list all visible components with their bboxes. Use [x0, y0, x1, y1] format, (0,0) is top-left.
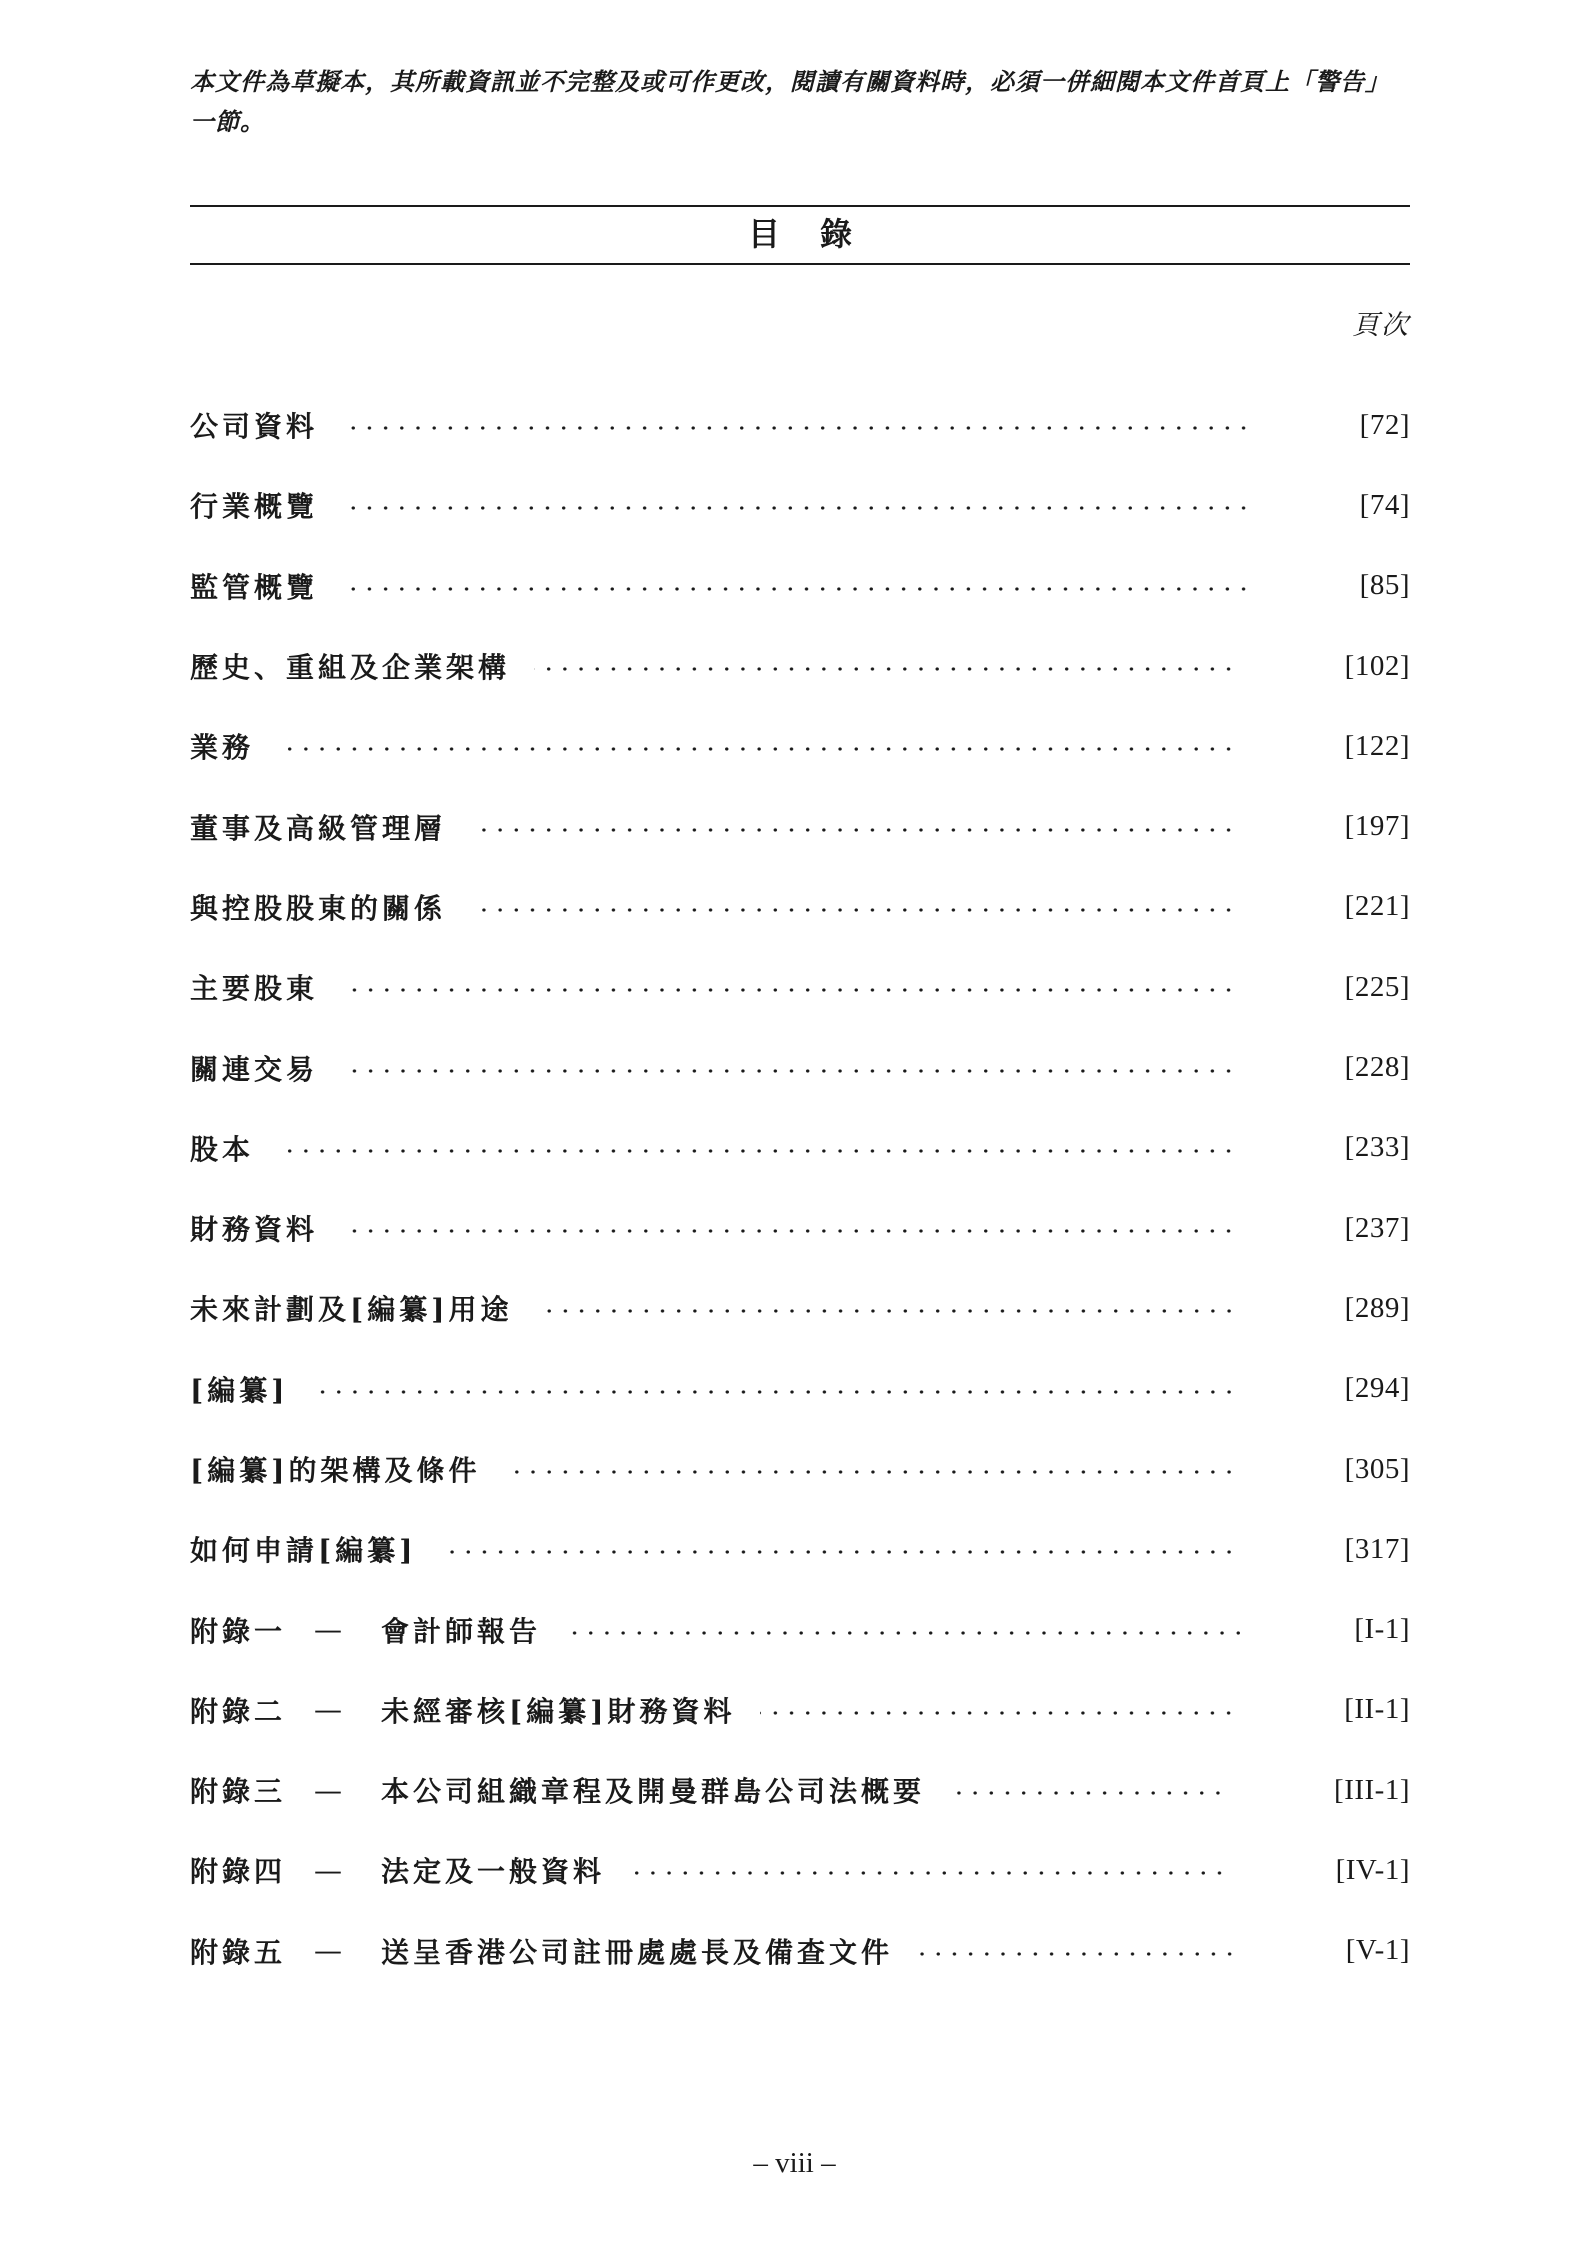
toc-entry-title: 公司資料: [190, 410, 319, 444]
toc-entry-title: 董事及高級管理層: [190, 811, 447, 845]
appendix-label: 附錄二: [190, 1694, 287, 1728]
dot-leader: [342, 506, 1252, 510]
dot-leader: [313, 1390, 1237, 1394]
toc-entry-connected-transactions[interactable]: [190, 1027, 1410, 1107]
toc-entry-page: [II-1]: [1344, 1693, 1410, 1726]
dot-leader: [917, 1952, 1238, 1956]
appendix-title: 法定及一般資料: [381, 1855, 606, 1889]
toc-entry-title: 行業概覽: [190, 490, 319, 524]
toc-entry-page: [74]: [1359, 488, 1410, 521]
toc-entry-company-information[interactable]: [190, 385, 1410, 465]
toc-entry-share-capital[interactable]: [190, 1108, 1410, 1188]
dot-leader: [629, 1871, 1228, 1875]
dot-leader: [537, 1309, 1237, 1313]
appendix-dash: —: [314, 1934, 346, 1968]
toc-entry-page: [72]: [1359, 408, 1410, 441]
draft-disclaimer: 本文件為草擬本，其所載資訊並不完整及或可作更改，閱讀有關資料時，必須一併細閱本文件首頁上「警告」一節。: [190, 67, 1390, 136]
toc-entry-page: [IV-1]: [1335, 1853, 1410, 1886]
dot-leader: [342, 988, 1237, 992]
dot-leader: [441, 1550, 1237, 1554]
toc-entry-title: 歷史、重組及企業架構: [190, 651, 511, 685]
appendix-title: 送呈香港公司註冊處處長及備查文件: [381, 1935, 894, 1969]
toc-entry-page: [102]: [1344, 649, 1410, 682]
page-title: 目錄: [747, 215, 892, 253]
dot-leader: [470, 908, 1237, 912]
toc-entry-page: [III-1]: [1334, 1773, 1410, 1806]
toc-entry-page: [305]: [1344, 1452, 1410, 1485]
toc-entry-title: [編纂]的架構及條件: [190, 1454, 481, 1487]
dot-leader: [534, 667, 1237, 671]
toc-entry-controlling-shareholders[interactable]: [190, 867, 1410, 947]
toc-entry-title: 如何申請[編纂]: [190, 1534, 417, 1568]
table-of-contents: [190, 385, 1410, 1991]
toc-entry-future-plans[interactable]: [190, 1268, 1410, 1348]
toc-appendix-3[interactable]: [190, 1750, 1410, 1830]
toc-entry-title: 與控股股東的關係: [190, 891, 447, 925]
toc-entry-page: [237]: [1344, 1211, 1410, 1244]
dot-leader: [278, 747, 1237, 751]
toc-entry-financial-information[interactable]: [190, 1188, 1410, 1268]
dot-leader: [342, 426, 1252, 430]
toc-appendix-2[interactable]: [190, 1670, 1410, 1750]
toc-entry-page: [294]: [1344, 1372, 1410, 1405]
dot-leader: [342, 1069, 1237, 1073]
toc-entry-business[interactable]: [190, 706, 1410, 786]
dot-leader: [342, 1229, 1237, 1233]
appendix-title-group: [190, 1850, 605, 1890]
toc-entry-page: [I-1]: [1354, 1613, 1410, 1646]
toc-entry-page: [228]: [1344, 1051, 1410, 1084]
appendix-title: 會計師報告: [381, 1614, 542, 1648]
toc-entry-page: [225]: [1344, 970, 1410, 1003]
appendix-dash: —: [314, 1613, 346, 1647]
appendix-dash: —: [314, 1773, 346, 1807]
appendix-label: 附錄四: [190, 1855, 287, 1889]
toc-entry-regulatory-overview[interactable]: [190, 546, 1410, 626]
toc-entry-title: 主要股東: [190, 972, 319, 1006]
appendix-dash: —: [314, 1853, 346, 1887]
appendix-label: 附錄五: [190, 1935, 287, 1969]
appendix-title: 未經審核[編纂]財務資料: [381, 1694, 736, 1728]
toc-entry-structure-conditions[interactable]: [190, 1429, 1410, 1509]
appendix-title-group: [190, 1931, 893, 1971]
toc-entry-history-reorganization[interactable]: [190, 626, 1410, 706]
dot-leader: [470, 828, 1237, 832]
appendix-title-group: [190, 1770, 925, 1810]
toc-entry-directors[interactable]: [190, 786, 1410, 866]
toc-entry-title: 監管概覽: [190, 570, 319, 604]
appendix-title-group: [190, 1610, 541, 1650]
toc-entry-page: [V-1]: [1345, 1934, 1410, 1967]
page-column-label: 頁次: [1352, 310, 1410, 341]
toc-entry-page: [122]: [1344, 729, 1410, 762]
appendix-label: 附錄三: [190, 1775, 287, 1809]
toc-appendix-4[interactable]: [190, 1830, 1410, 1910]
toc-entry-title: 財務資料: [190, 1213, 319, 1247]
appendix-dash: —: [314, 1693, 346, 1727]
toc-entry-title: 關連交易: [190, 1052, 319, 1086]
toc-entry-page: [197]: [1344, 810, 1410, 843]
appendix-label: 附錄一: [190, 1614, 287, 1648]
toc-entry-page: [317]: [1344, 1532, 1410, 1565]
toc-entry-title: 股本: [190, 1132, 255, 1166]
dot-leader: [949, 1791, 1226, 1795]
heading-bottom-rule: [190, 263, 1410, 265]
toc-entry-title: 未來計劃及[編纂]用途: [190, 1293, 513, 1327]
appendix-title-group: [190, 1690, 736, 1730]
dot-leader: [760, 1711, 1237, 1715]
dot-leader: [505, 1470, 1237, 1474]
toc-entry-title: [編纂]: [190, 1373, 289, 1407]
toc-entry-redacted[interactable]: [190, 1349, 1410, 1429]
toc-entry-industry-overview[interactable]: [190, 465, 1410, 545]
toc-entry-how-to-apply[interactable]: [190, 1509, 1410, 1589]
toc-entry-substantial-shareholders[interactable]: [190, 947, 1410, 1027]
toc-entry-page: [85]: [1359, 569, 1410, 602]
toc-entry-page: [233]: [1344, 1131, 1410, 1164]
dot-leader: [278, 1149, 1237, 1153]
toc-entry-page: [289]: [1344, 1291, 1410, 1324]
appendix-title: 本公司組織章程及開曼群島公司法概要: [381, 1775, 926, 1809]
page-number: – viii –: [753, 2147, 836, 2179]
toc-appendix-1[interactable]: [190, 1589, 1410, 1669]
toc-entry-page: [221]: [1344, 890, 1410, 923]
dot-leader: [342, 587, 1252, 591]
heading-top-rule: [190, 205, 1410, 207]
dot-leader: [565, 1631, 1246, 1635]
toc-appendix-5[interactable]: [190, 1911, 1410, 1991]
toc-entry-title: 業務: [190, 731, 255, 765]
